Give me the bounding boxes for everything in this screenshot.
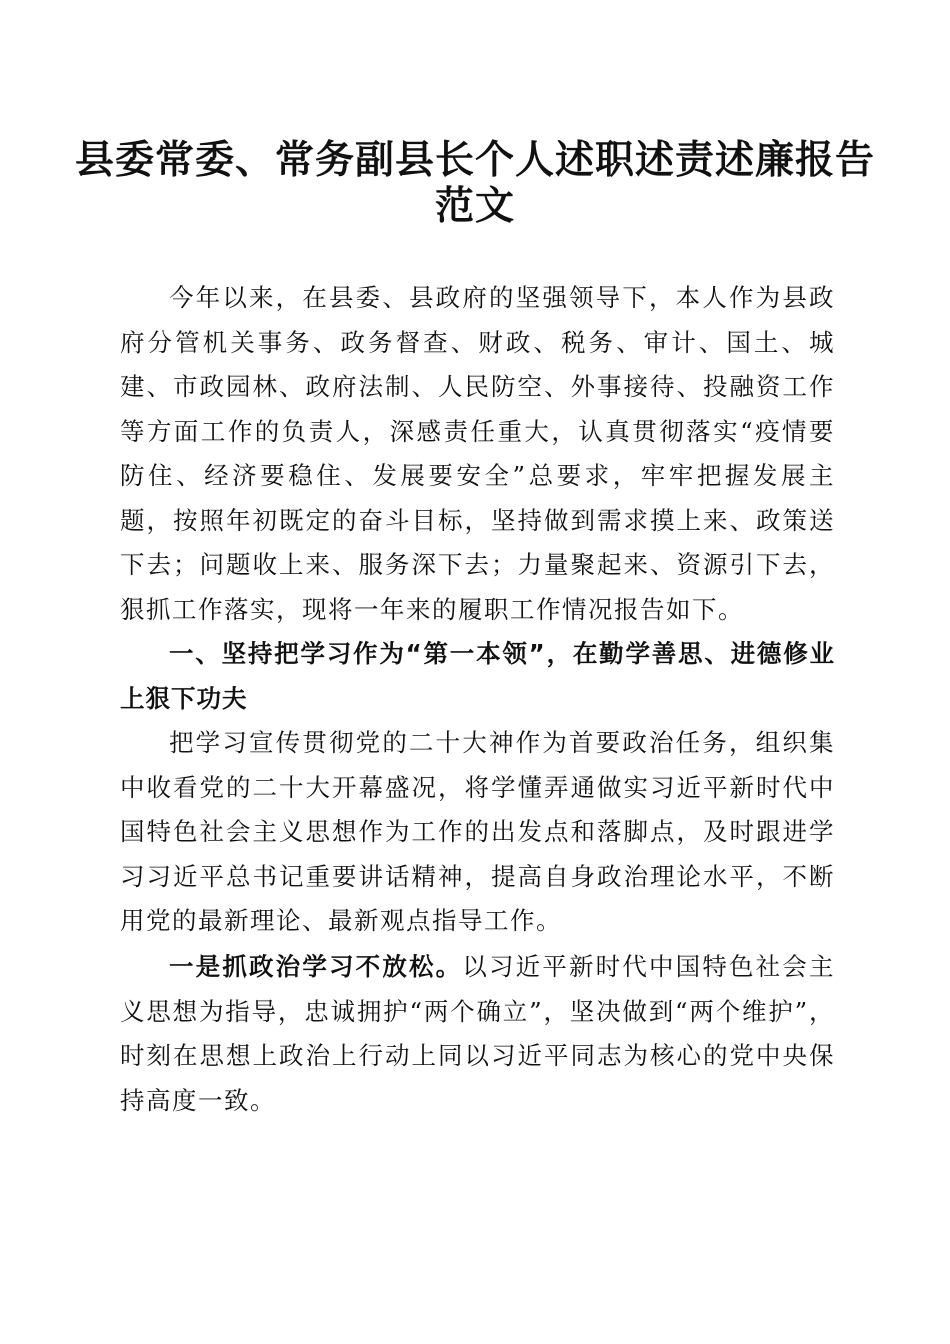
point-1-lead: 一是抓政治学习不放松。 bbox=[169, 952, 463, 981]
section-1-paragraph: 把学习宣传贯彻党的二十大神作为首要政治任务，组织集中收看党的二十大开幕盛况，将学懂弄通做实习近平新时代中国特色社会主义思想作为工作的出发点和落脚点，及时跟进学习习近平总书记重要讲话精神，提高自身政治理论水平，不断用党的最新理论、最新观点指导工作。 bbox=[120, 728, 835, 935]
document-title-line-1: 县委常委、常务副县长个人述职述责述廉报告 bbox=[74, 137, 875, 183]
document-title-line-2: 范文 bbox=[434, 183, 515, 229]
point-1-paragraph bbox=[120, 945, 835, 1123]
point-1-text: 以习近平新时代中国特色社会主义思想为指导，忠诚拥护“两个确立”，坚决做到“两个维护”，时刻在思想上政治上行动上同以习近平同志为核心的党中央保持高度一致。 bbox=[120, 952, 836, 1115]
intro-paragraph: 今年以来，在县委、县政府的坚强领导下，本人作为县政府分管机关事务、政务督查、财政、税务、审计、国土、城建、市政园林、政府法制、人民防空、外事接待、投融资工作等方面工作的负责人，深感责任重大，认真贯彻落实“疫情要防住、经济要稳住、发展要安全”总要求，牢牢把握发展主题，按照年初既定的奋斗目标，坚持做到需求摸上来、政策送下去；问题收上来、服务深下去；力量聚起来、资源引下去，狠抓工作落实，现将一年来的履职工作情况报告如下。 bbox=[120, 283, 835, 624]
section-1-heading: 一、坚持把学习作为“第一本领”，在勤学善思、进德修业上狠下功夫 bbox=[120, 639, 835, 713]
